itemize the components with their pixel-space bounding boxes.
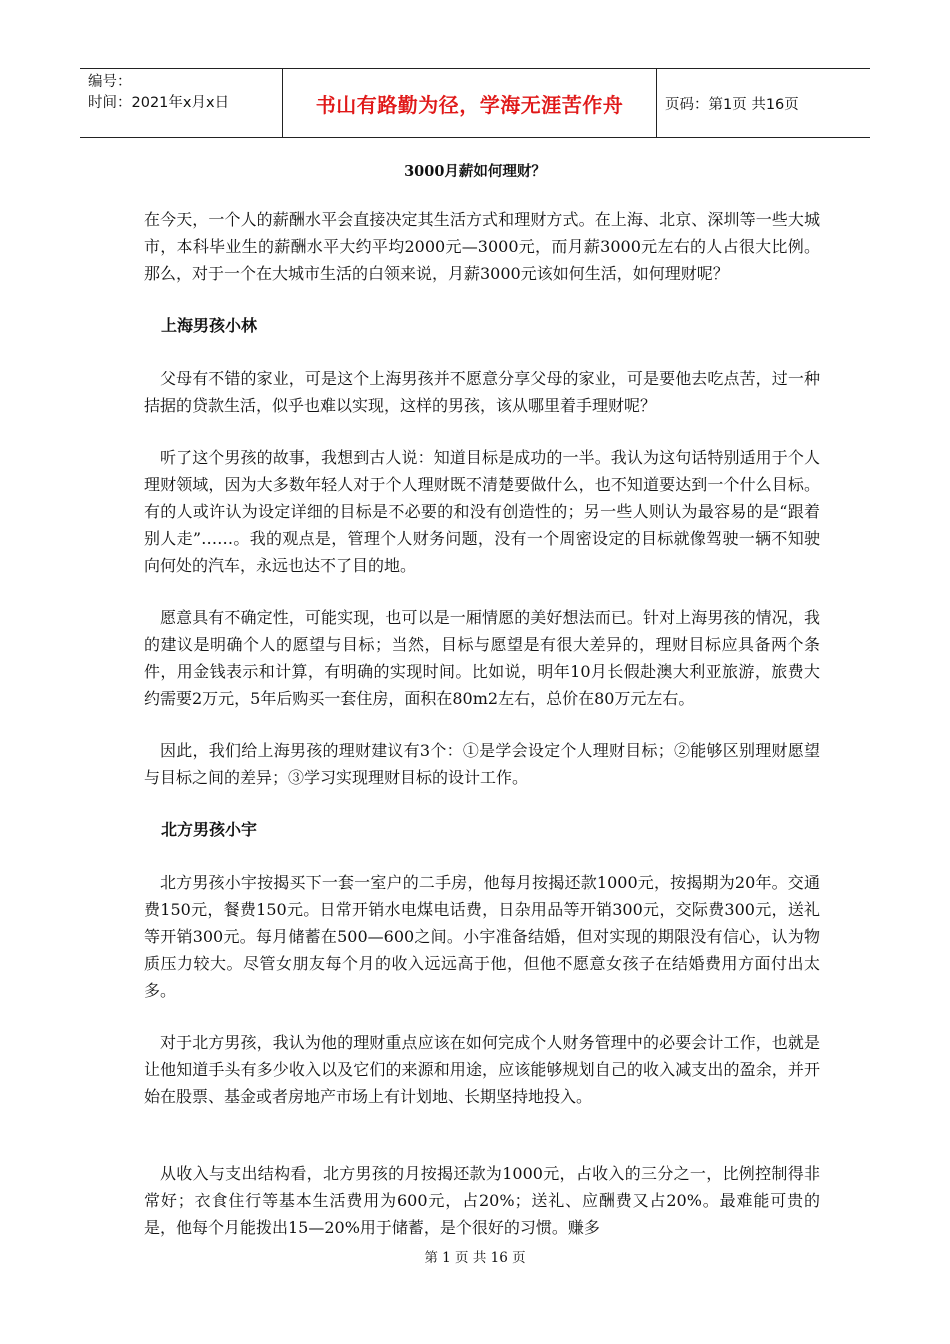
paragraph: 从收入与支出结构看，北方男孩的月按揭还款为1000元，占收入的三分之一，比例控制得非常好；衣食住行等基本生活费用为600元，占20%；送礼、应酬费又占20%。最难能可贵的是，他每个月能拨出15—20%用于储蓄，是个很好的习惯。赚多 (144, 1164, 820, 1237)
document-number: 编号： (88, 74, 132, 90)
paragraph: 父母有不错的家业，可是这个上海男孩并不愿意分享父母的家业，可是要他去吃点苦，过一种拮据的贷款生活，似乎也难以实现，这样的男孩，该从哪里着手理财呢？ (144, 369, 820, 415)
paragraph: 对于北方男孩，我认为他的理财重点应该在如何完成个人财务管理中的必要会计工作，也就是让他知道手头有多少收入以及它们的来源和用途，应该能够规划自己的收入减支出的盈余，并开始在股票、基金或者房地产市场上有计划地、长期坚持地投入。 (144, 1033, 820, 1106)
paragraph: 北方男孩小宇按揭买下一套一室户的二手房，他每月按揭还款1000元，按揭期为20年。交通费150元，餐费150元。日常开销水电煤电话费，日杂用品等开销300元，交际费300元，送礼等开销300元。每月储蓄在500—600之间。小宇准备结婚，但对实现的期限没有信心，认为物质压力较大。尽管女朋友每个月的收入远远高于他，但他不愿意女孩子在结婚费用方面付出太多。 (144, 873, 820, 1000)
header-page-number: 页码：第1页 共16页 (665, 96, 799, 113)
header-meta (80, 69, 283, 137)
section-heading-shanghai: 上海男孩小林 (161, 316, 258, 335)
paragraph: 愿意具有不确定性，可能实现，也可以是一厢情愿的美好想法而已。针对上海男孩的情况，我的建议是明确个人的愿望与目标；当然，目标与愿望是有很大差异的，理财目标应具备两个条件，用金钱表示和计算，有明确的实现时间。比如说，明年10月长假赴澳大利亚旅游，旅费大约需要2万元，5年后购买一套住房，面积在80m2左右，总价在80万元左右。 (144, 608, 820, 708)
paragraph: 因此，我们给上海男孩的理财建议有3个：①是学会设定个人理财目标；②能够区别理财愿望与目标之间的差异；③学习实现理财目标的设计工作。 (144, 741, 820, 787)
intro-paragraph: 在今天，一个人的薪酬水平会直接决定其生活方式和理财方式。在上海、北京、深圳等一些大城市，本科毕业生的薪酬水平大约平均2000元—3000元，而月薪3000元左右的人占很大比例。那么，对于一个在大城市生活的白领来说，月薪3000元该如何生活，如何理财呢？ (144, 210, 820, 283)
section-heading-north: 北方男孩小宇 (161, 820, 258, 839)
paragraph: 听了这个男孩的故事，我想到古人说：知道目标是成功的一半。我认为这句话特别适用于个人理财领域，因为大多数年轻人对于个人理财既不清楚要做什么，也不知道要达到一个什么目标。有的人或许认为设定详细的目标是不必要的和没有创造性的；另一些人则认为最容易的是“跟着别人走”……。我的观点是，管理个人财务问题，没有一个周密设定的目标就像驾驶一辆不知驶向何处的汽车，永远也达不了目的地。 (144, 448, 820, 575)
document-title: 3000月薪如何理财？ (404, 163, 546, 180)
page-header (80, 68, 870, 138)
document-body (144, 206, 820, 1266)
page-footer: 第 1 页 共 16 页 (424, 1250, 526, 1266)
header-motto: 书山有路勤为径，学海无涯苦作舟 (283, 69, 657, 137)
document-date: 时间：2021年x月x日 (88, 95, 230, 111)
